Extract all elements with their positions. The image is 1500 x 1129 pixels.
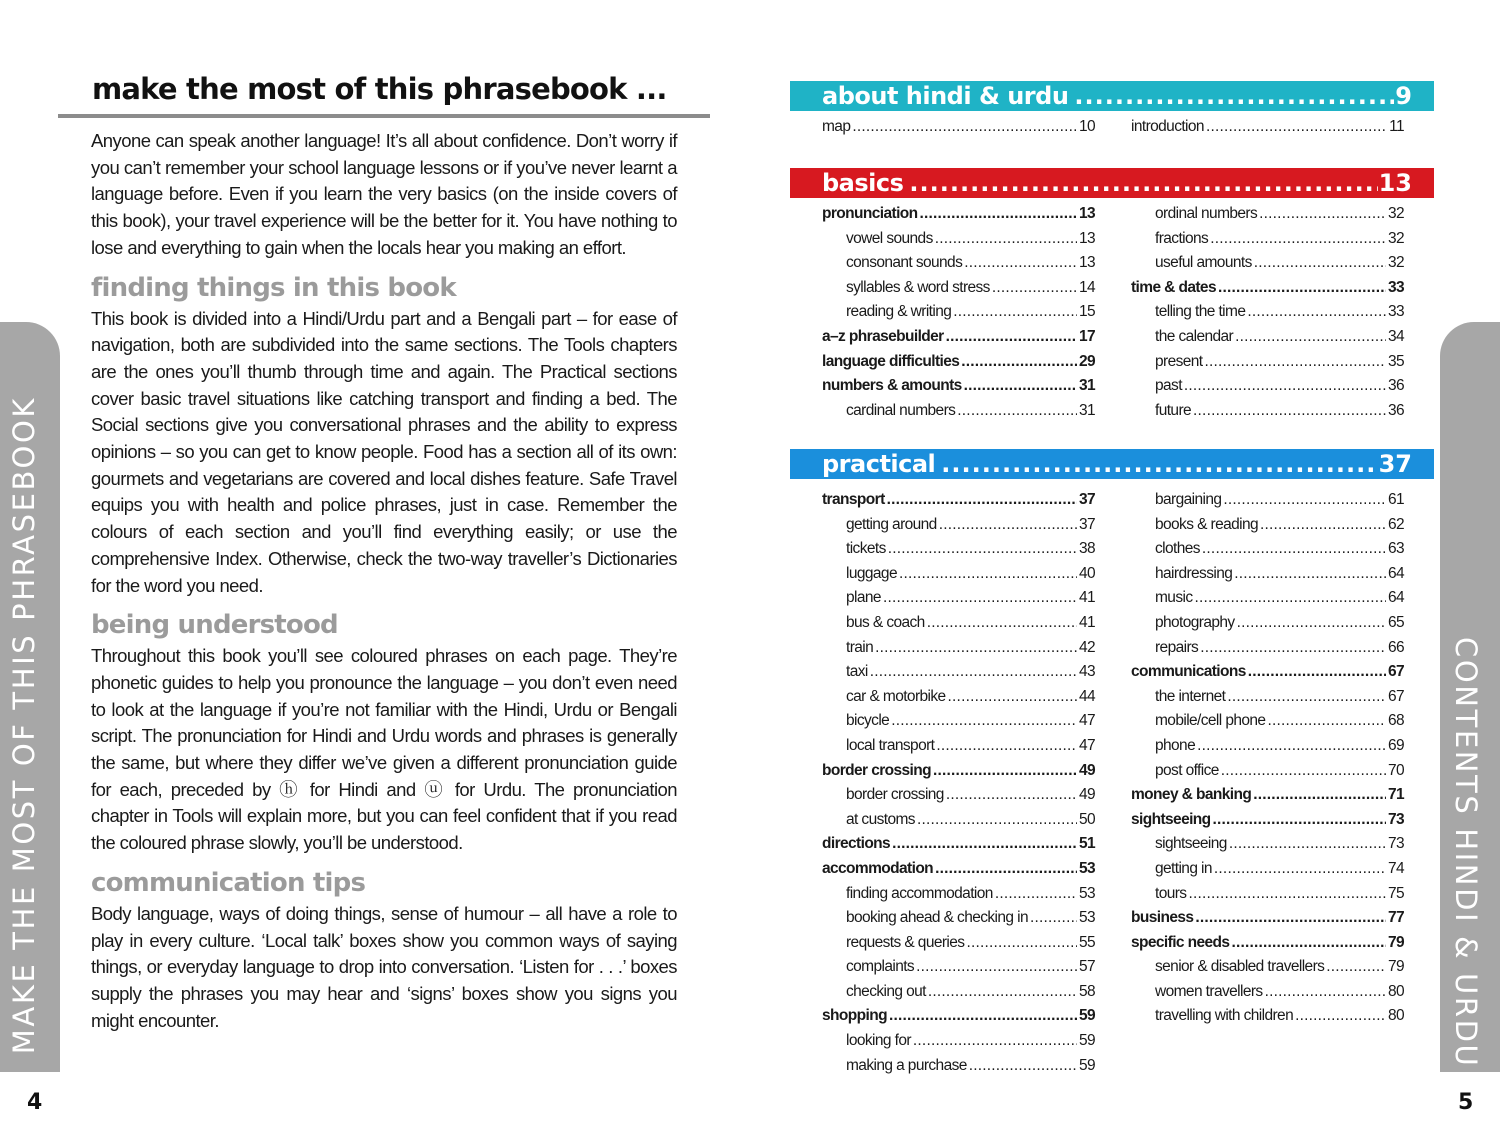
toc-entry[interactable] bbox=[822, 325, 1095, 350]
contents-column-left bbox=[822, 202, 1095, 423]
toc-entry[interactable] bbox=[822, 513, 1095, 538]
toc-entry-page: 17 bbox=[1078, 327, 1095, 345]
toc-entry[interactable] bbox=[822, 537, 1095, 562]
toc-entry[interactable] bbox=[1131, 783, 1404, 808]
toc-entry[interactable] bbox=[1131, 931, 1404, 956]
dot-leader bbox=[948, 685, 1077, 710]
toc-entry[interactable] bbox=[1131, 276, 1404, 301]
dot-leader bbox=[935, 857, 1077, 882]
contents-column-right bbox=[1131, 488, 1404, 1029]
toc-entry[interactable] bbox=[822, 350, 1095, 375]
title-divider bbox=[58, 114, 710, 118]
toc-entry-page: 41 bbox=[1078, 613, 1095, 631]
section-band-title: practical bbox=[822, 450, 936, 478]
toc-entry[interactable] bbox=[822, 562, 1095, 587]
section-band[interactable] bbox=[790, 449, 1434, 479]
dot-leader bbox=[927, 611, 1077, 636]
toc-entry[interactable] bbox=[822, 685, 1095, 710]
toc-entry[interactable] bbox=[822, 808, 1095, 833]
toc-entry-label: reading & writing bbox=[846, 303, 952, 321]
toc-entry-label: money & banking bbox=[1131, 786, 1252, 804]
toc-entry[interactable] bbox=[822, 980, 1095, 1005]
toc-entry-label: telling the time bbox=[1155, 303, 1246, 321]
toc-entry-label: luggage bbox=[846, 564, 897, 582]
dot-leader bbox=[966, 931, 1077, 956]
dot-leader bbox=[1195, 906, 1386, 931]
toc-entry[interactable] bbox=[1131, 399, 1404, 424]
toc-entry-page: 10 bbox=[1078, 118, 1095, 135]
section-heading-being-understood: being understood bbox=[91, 610, 338, 641]
toc-entry-page: 32 bbox=[1387, 229, 1404, 247]
dot-leader bbox=[916, 955, 1077, 980]
toc-entry-label: local transport bbox=[846, 736, 935, 754]
toc-entry-page: 64 bbox=[1387, 589, 1404, 607]
toc-entry-page: 62 bbox=[1387, 515, 1404, 533]
toc-entry[interactable] bbox=[822, 636, 1095, 661]
toc-entry-page: 13 bbox=[1078, 229, 1095, 247]
dot-leader bbox=[969, 1054, 1077, 1079]
dot-leader bbox=[1184, 374, 1386, 399]
toc-entry-label: future bbox=[1155, 401, 1192, 419]
toc-entry-page: 70 bbox=[1387, 761, 1404, 779]
dot-leader bbox=[1235, 325, 1386, 350]
toc-entry[interactable] bbox=[1131, 808, 1404, 833]
toc-entry-label: sightseeing bbox=[1131, 810, 1211, 828]
toc-entry-label: bargaining bbox=[1155, 491, 1222, 508]
toc-entry-label: past bbox=[1155, 377, 1182, 395]
toc-entry-page: 43 bbox=[1078, 663, 1095, 681]
toc-entry-label: repairs bbox=[1155, 638, 1199, 656]
dot-leader bbox=[1227, 685, 1386, 710]
contents-column-right bbox=[1131, 115, 1404, 140]
toc-entry-page: 31 bbox=[1078, 401, 1095, 419]
toc-entry-label: language difficulties bbox=[822, 352, 960, 370]
dot-leader bbox=[1197, 734, 1386, 759]
toc-entry[interactable] bbox=[1131, 537, 1404, 562]
toc-entry-label: music bbox=[1155, 589, 1193, 607]
toc-entry-page: 57 bbox=[1078, 958, 1095, 976]
toc-entry-label: accommodation bbox=[822, 859, 934, 877]
left-page-body bbox=[91, 128, 677, 1034]
toc-entry-label: communications bbox=[1131, 663, 1246, 681]
dot-leader bbox=[1218, 276, 1386, 301]
toc-entry[interactable] bbox=[1131, 374, 1404, 399]
toc-entry[interactable] bbox=[1131, 734, 1404, 759]
toc-entry-label: shopping bbox=[822, 1007, 887, 1025]
toc-entry[interactable] bbox=[822, 374, 1095, 399]
toc-entry-label: ordinal numbers bbox=[1155, 205, 1258, 222]
toc-entry[interactable] bbox=[1131, 980, 1404, 1005]
dot-leader bbox=[1253, 783, 1386, 808]
dot-leader bbox=[870, 660, 1077, 685]
dot-leader bbox=[891, 709, 1077, 734]
toc-entry-label: a–z phrasebuilder bbox=[822, 327, 944, 345]
toc-entry-page: 80 bbox=[1387, 1007, 1404, 1025]
section-band-page: 13 bbox=[1378, 169, 1412, 197]
toc-entry-label: border crossing bbox=[846, 786, 944, 804]
toc-entry-page: 33 bbox=[1387, 278, 1404, 296]
dot-leader bbox=[1074, 81, 1394, 111]
toc-entry-label: transport bbox=[822, 491, 885, 508]
toc-entry-label: mobile/cell phone bbox=[1155, 712, 1266, 730]
dot-leader bbox=[992, 276, 1077, 301]
toc-entry[interactable] bbox=[822, 586, 1095, 611]
toc-entry[interactable] bbox=[1131, 759, 1404, 784]
toc-entry-label: border crossing bbox=[822, 761, 931, 779]
dot-leader bbox=[939, 513, 1077, 538]
toc-entry[interactable] bbox=[1131, 1004, 1404, 1029]
dot-leader bbox=[1231, 931, 1386, 956]
section-band-page: 9 bbox=[1395, 82, 1412, 110]
toc-entry-page: 13 bbox=[1078, 205, 1095, 222]
toc-entry[interactable] bbox=[1131, 300, 1404, 325]
toc-entry-page: 80 bbox=[1387, 982, 1404, 1000]
toc-entry-page: 47 bbox=[1078, 736, 1095, 754]
toc-entry[interactable] bbox=[822, 906, 1095, 931]
toc-entry[interactable] bbox=[1131, 636, 1404, 661]
toc-entry-label: consonant sounds bbox=[846, 254, 963, 272]
toc-entry[interactable] bbox=[822, 276, 1095, 301]
toc-entry-page: 38 bbox=[1078, 540, 1095, 558]
toc-entry-page: 35 bbox=[1387, 352, 1404, 370]
contents-column-left bbox=[822, 488, 1095, 1078]
dot-leader bbox=[1295, 1004, 1386, 1029]
dot-leader bbox=[957, 399, 1077, 424]
toc-entry-page: 55 bbox=[1078, 933, 1095, 951]
toc-entry-label: requests & queries bbox=[846, 933, 965, 951]
dot-leader bbox=[909, 168, 1377, 198]
dot-leader bbox=[961, 350, 1077, 375]
dot-leader bbox=[917, 808, 1077, 833]
toc-entry[interactable] bbox=[822, 1054, 1095, 1079]
toc-entry-label: business bbox=[1131, 909, 1194, 927]
dot-leader bbox=[883, 586, 1077, 611]
dot-leader bbox=[1223, 488, 1386, 513]
dot-leader bbox=[1234, 562, 1386, 587]
toc-entry-label: sightseeing bbox=[1155, 835, 1227, 853]
section-text-communication-tips: Body language, ways of doing things, sense of humour – all have a role to play in every culture. ‘Local talk’ boxes show you common ways of saying things, or everyday language to drop into conversation. ‘Listen for . . .’ boxes supply the phrases you may hear and ‘signs’ boxes show you signs you might encounter. bbox=[91, 902, 677, 1031]
dot-leader bbox=[1254, 251, 1386, 276]
section-band[interactable] bbox=[790, 168, 1434, 198]
dot-leader bbox=[1200, 636, 1386, 661]
dot-leader bbox=[1221, 759, 1386, 784]
toc-entry-label: complaints bbox=[846, 958, 915, 976]
dot-leader bbox=[936, 734, 1077, 759]
toc-entry-page: 32 bbox=[1387, 254, 1404, 272]
toc-entry-label: syllables & word stress bbox=[846, 278, 990, 296]
toc-entry-page: 64 bbox=[1387, 564, 1404, 582]
toc-entry-label: present bbox=[1155, 352, 1203, 370]
toc-entry[interactable] bbox=[822, 251, 1095, 276]
toc-entry-label: cardinal numbers bbox=[846, 401, 956, 419]
toc-entry-label: checking out bbox=[846, 982, 926, 1000]
toc-entry-page: 36 bbox=[1387, 401, 1404, 419]
toc-entry-page: 79 bbox=[1387, 933, 1404, 951]
toc-entry[interactable] bbox=[822, 300, 1095, 325]
dot-leader bbox=[964, 374, 1077, 399]
dot-leader bbox=[888, 537, 1077, 562]
toc-entry-label: the internet bbox=[1155, 687, 1226, 705]
contents-column-left bbox=[822, 115, 1095, 140]
toc-entry-page: 14 bbox=[1078, 278, 1095, 296]
toc-entry-page: 75 bbox=[1387, 884, 1404, 902]
toc-entry-page: 74 bbox=[1387, 859, 1404, 877]
toc-entry[interactable] bbox=[1131, 513, 1404, 538]
toc-entry-page: 67 bbox=[1387, 663, 1404, 681]
toc-entry-page: 29 bbox=[1078, 352, 1095, 370]
toc-entry[interactable] bbox=[1131, 325, 1404, 350]
toc-entry[interactable] bbox=[1131, 955, 1404, 980]
toc-entry-label: looking for bbox=[846, 1032, 911, 1050]
toc-entry[interactable] bbox=[822, 783, 1095, 808]
toc-entry-label: train bbox=[846, 638, 874, 656]
toc-entry-page: 53 bbox=[1078, 859, 1095, 877]
toc-entry-page: 63 bbox=[1387, 540, 1404, 558]
toc-entry-label: bicycle bbox=[846, 712, 890, 730]
toc-entry-label: time & dates bbox=[1131, 278, 1216, 296]
toc-entry[interactable] bbox=[822, 931, 1095, 956]
dot-leader bbox=[1247, 300, 1386, 325]
toc-entry-label: vowel sounds bbox=[846, 229, 933, 247]
toc-entry[interactable] bbox=[1131, 611, 1404, 636]
toc-entry[interactable] bbox=[822, 227, 1095, 252]
toc-entry-page: 31 bbox=[1078, 377, 1095, 395]
toc-entry-page: 66 bbox=[1387, 638, 1404, 656]
toc-entry-label: travelling with children bbox=[1155, 1007, 1294, 1025]
toc-entry-page: 32 bbox=[1387, 205, 1404, 222]
dot-leader bbox=[1188, 882, 1385, 907]
intro-paragraph: Anyone can speak another language! It’s all about confidence. Don’t worry if you can’t remember your school language lessons or if you’ve never learnt a language before. Even if you learn the very basics (on the inside covers of this book), your travel experience will be the better for it. You have nothing to lose and everything to gain when the locals hear you making an effort. bbox=[91, 130, 677, 258]
toc-entry[interactable] bbox=[1131, 488, 1404, 513]
dot-leader bbox=[995, 882, 1077, 907]
toc-entry[interactable] bbox=[1131, 857, 1404, 882]
section-band-title: basics bbox=[822, 169, 904, 197]
toc-entry-page: 71 bbox=[1387, 786, 1404, 804]
dot-leader bbox=[1326, 955, 1386, 980]
toc-entry-page: 59 bbox=[1078, 1007, 1095, 1025]
toc-entry-label: numbers & amounts bbox=[822, 377, 962, 395]
toc-entry[interactable] bbox=[822, 1029, 1095, 1054]
toc-entry-page: 50 bbox=[1078, 810, 1095, 828]
dot-leader bbox=[935, 227, 1077, 252]
page-title: make the most of this phrasebook ... bbox=[92, 72, 667, 106]
toc-entry-label: getting in bbox=[1155, 859, 1212, 877]
section-heading-finding-things: finding things in this book bbox=[91, 272, 456, 303]
section-text-being-understood: Throughout this book you’ll see coloured phrases on each page. They’re phonetic guides to help you pronounce the language – you don’t even need to look at the language if you’re not familiar with the Hindi, Urdu or Bengali script. The pronunciation for Hindi and Urdu words and phrases is generally the same, but where they differ we’ve given a different pronunciation guide for each, preceded by ⓗ for Hindi and ⓤ for Urdu. The pronunciation chapter in Tools will explain more, but you can feel confident that if you read the coloured phrase slowly, you’ll be understood. bbox=[91, 645, 677, 854]
toc-entry-page: 41 bbox=[1078, 589, 1095, 607]
dot-leader bbox=[1210, 227, 1386, 252]
toc-entry-page: 53 bbox=[1078, 909, 1095, 927]
toc-entry-page: 37 bbox=[1078, 491, 1095, 508]
dot-leader bbox=[1259, 202, 1386, 227]
dot-leader bbox=[964, 251, 1077, 276]
toc-entry-page: 37 bbox=[1078, 515, 1095, 533]
toc-entry[interactable] bbox=[1131, 115, 1404, 140]
toc-entry[interactable] bbox=[1131, 660, 1404, 685]
dot-leader bbox=[1229, 832, 1386, 857]
toc-entry-page: 51 bbox=[1078, 835, 1095, 853]
dot-leader bbox=[1260, 513, 1386, 538]
toc-entry-page: 59 bbox=[1078, 1032, 1095, 1050]
toc-entry[interactable] bbox=[1131, 906, 1404, 931]
dot-leader bbox=[1206, 115, 1387, 140]
toc-entry[interactable] bbox=[822, 857, 1095, 882]
toc-entry[interactable] bbox=[1131, 709, 1404, 734]
section-text-finding-things: This book is divided into a Hindi/Urdu part and a Bengali part – for ease of navigation, both are subdivided into the same sections. The Tools chapters are the ones you’ll thumb through time and again. The Practical sections cover basic travel situations like catching transport and finding a bed. The Social sections give you conversational phrases and the ability to express opinions – so you can get to know people. Food has a section all of its own: gourmets and vegetarians are covered and local dishes feature. Safe Travel equips you with health and police phrases, just in case. Remember the colours of each section and you’ll find everything easily; or use the comprehensive Index. Otherwise, check the two-way traveller’s Dictionaries for the word you need. bbox=[91, 307, 677, 596]
toc-entry-label: car & motorbike bbox=[846, 687, 946, 705]
contents-column-right bbox=[1131, 202, 1404, 423]
dot-leader bbox=[1237, 611, 1386, 636]
dot-leader bbox=[1205, 350, 1386, 375]
toc-entry-label: getting around bbox=[846, 515, 937, 533]
toc-entry[interactable] bbox=[1131, 685, 1404, 710]
toc-entry-page: 67 bbox=[1387, 687, 1404, 705]
dot-leader bbox=[1265, 980, 1386, 1005]
toc-entry-page: 40 bbox=[1078, 564, 1095, 582]
toc-entry-page: 59 bbox=[1078, 1056, 1095, 1074]
toc-entry-page: 68 bbox=[1387, 712, 1404, 730]
dot-leader bbox=[946, 783, 1077, 808]
toc-entry-page: 79 bbox=[1387, 958, 1404, 976]
toc-entry-page: 53 bbox=[1078, 884, 1095, 902]
dot-leader bbox=[946, 325, 1077, 350]
toc-entry[interactable] bbox=[822, 660, 1095, 685]
side-tab-left-label: MAKE THE MOST OF THIS PHRASEBOOK bbox=[7, 395, 41, 1054]
toc-entry[interactable] bbox=[1131, 832, 1404, 857]
toc-entry[interactable] bbox=[822, 709, 1095, 734]
side-tab-right-label: CONTENTS HINDI & URDU bbox=[1449, 637, 1483, 1069]
section-band[interactable] bbox=[790, 81, 1434, 111]
toc-entry-label: senior & disabled travellers bbox=[1155, 958, 1325, 976]
toc-entry-label: phone bbox=[1155, 736, 1196, 754]
toc-entry-label: specific needs bbox=[1131, 933, 1230, 951]
toc-entry-page: 49 bbox=[1078, 761, 1095, 779]
toc-entry[interactable] bbox=[822, 882, 1095, 907]
toc-entry-label: photography bbox=[1155, 613, 1235, 631]
toc-entry-page: 69 bbox=[1387, 736, 1404, 754]
dot-leader bbox=[1193, 399, 1386, 424]
toc-entry-label: clothes bbox=[1155, 540, 1200, 558]
toc-entry-label: plane bbox=[846, 589, 881, 607]
page-number-right: 5 bbox=[1458, 1090, 1474, 1115]
toc-entry-page: 61 bbox=[1387, 491, 1404, 508]
dot-leader bbox=[1030, 906, 1077, 931]
section-band-title: about hindi & urdu bbox=[822, 82, 1069, 110]
dot-leader bbox=[1202, 537, 1386, 562]
toc-entry[interactable] bbox=[822, 115, 1095, 140]
toc-entry-label: booking ahead & checking in bbox=[846, 909, 1029, 927]
toc-entry-page: 49 bbox=[1078, 786, 1095, 804]
side-tab-right bbox=[1440, 322, 1500, 1072]
toc-entry[interactable] bbox=[1131, 586, 1404, 611]
toc-entry-label: the calendar bbox=[1155, 327, 1234, 345]
dot-leader bbox=[887, 488, 1077, 513]
toc-entry-page: 33 bbox=[1387, 303, 1404, 321]
toc-entry[interactable] bbox=[1131, 562, 1404, 587]
toc-entry-label: hairdressing bbox=[1155, 564, 1233, 582]
toc-entry-page: 58 bbox=[1078, 982, 1095, 1000]
toc-entry-page: 36 bbox=[1387, 377, 1404, 395]
toc-entry[interactable] bbox=[822, 399, 1095, 424]
dot-leader bbox=[920, 202, 1077, 227]
toc-entry-page: 73 bbox=[1387, 810, 1404, 828]
dot-leader bbox=[1214, 857, 1386, 882]
toc-entry-label: tickets bbox=[846, 540, 886, 558]
toc-entry[interactable] bbox=[822, 1004, 1095, 1029]
section-heading-communication-tips: communication tips bbox=[91, 867, 366, 898]
toc-entry[interactable] bbox=[1131, 227, 1404, 252]
toc-entry[interactable] bbox=[822, 611, 1095, 636]
toc-entry[interactable] bbox=[1131, 350, 1404, 375]
dot-leader bbox=[1267, 709, 1386, 734]
page-number-left: 4 bbox=[27, 1090, 43, 1115]
dot-leader bbox=[1194, 586, 1385, 611]
toc-entry-page: 11 bbox=[1389, 118, 1404, 135]
dot-leader bbox=[928, 980, 1077, 1005]
toc-entry[interactable] bbox=[822, 759, 1095, 784]
dot-leader bbox=[913, 1029, 1077, 1054]
toc-entry[interactable] bbox=[1131, 251, 1404, 276]
dot-leader bbox=[941, 449, 1377, 479]
toc-entry[interactable] bbox=[822, 734, 1095, 759]
dot-leader bbox=[1213, 808, 1386, 833]
toc-entry-label: post office bbox=[1155, 761, 1219, 779]
dot-leader bbox=[953, 300, 1077, 325]
toc-entry-label: directions bbox=[822, 835, 891, 853]
dot-leader bbox=[892, 832, 1077, 857]
toc-entry-page: 44 bbox=[1078, 687, 1095, 705]
toc-entry[interactable] bbox=[822, 832, 1095, 857]
dot-leader bbox=[852, 115, 1077, 140]
toc-entry-label: at customs bbox=[846, 810, 915, 828]
dot-leader bbox=[933, 759, 1077, 784]
toc-entry-label: tours bbox=[1155, 884, 1187, 902]
toc-entry-label: books & reading bbox=[1155, 515, 1259, 533]
side-tab-left bbox=[0, 322, 60, 1072]
dot-leader bbox=[1248, 660, 1386, 685]
toc-entry-page: 42 bbox=[1078, 638, 1095, 656]
toc-entry-label: taxi bbox=[846, 663, 868, 681]
toc-entry-label: making a purchase bbox=[846, 1056, 967, 1074]
dot-leader bbox=[875, 636, 1077, 661]
toc-entry-label: introduction bbox=[1131, 118, 1204, 135]
toc-entry-page: 77 bbox=[1387, 909, 1404, 927]
toc-entry[interactable] bbox=[822, 955, 1095, 980]
toc-entry-label: women travellers bbox=[1155, 982, 1263, 1000]
toc-entry[interactable] bbox=[822, 202, 1095, 227]
toc-entry-label: finding accommodation bbox=[846, 884, 993, 902]
toc-entry-page: 47 bbox=[1078, 712, 1095, 730]
toc-entry-label: map bbox=[822, 118, 851, 135]
toc-entry-label: pronunciation bbox=[822, 205, 918, 222]
section-band-page: 37 bbox=[1378, 450, 1412, 478]
toc-entry[interactable] bbox=[1131, 882, 1404, 907]
toc-entry[interactable] bbox=[1131, 202, 1404, 227]
dot-leader bbox=[899, 562, 1077, 587]
toc-entry-label: fractions bbox=[1155, 229, 1209, 247]
toc-entry-label: useful amounts bbox=[1155, 254, 1252, 272]
toc-entry-page: 34 bbox=[1387, 327, 1404, 345]
toc-entry-page: 65 bbox=[1387, 613, 1404, 631]
dot-leader bbox=[889, 1004, 1077, 1029]
toc-entry-label: bus & coach bbox=[846, 613, 925, 631]
toc-entry-page: 13 bbox=[1078, 254, 1095, 272]
toc-entry[interactable] bbox=[822, 488, 1095, 513]
toc-entry-page: 73 bbox=[1387, 835, 1404, 853]
toc-entry-page: 15 bbox=[1078, 303, 1095, 321]
